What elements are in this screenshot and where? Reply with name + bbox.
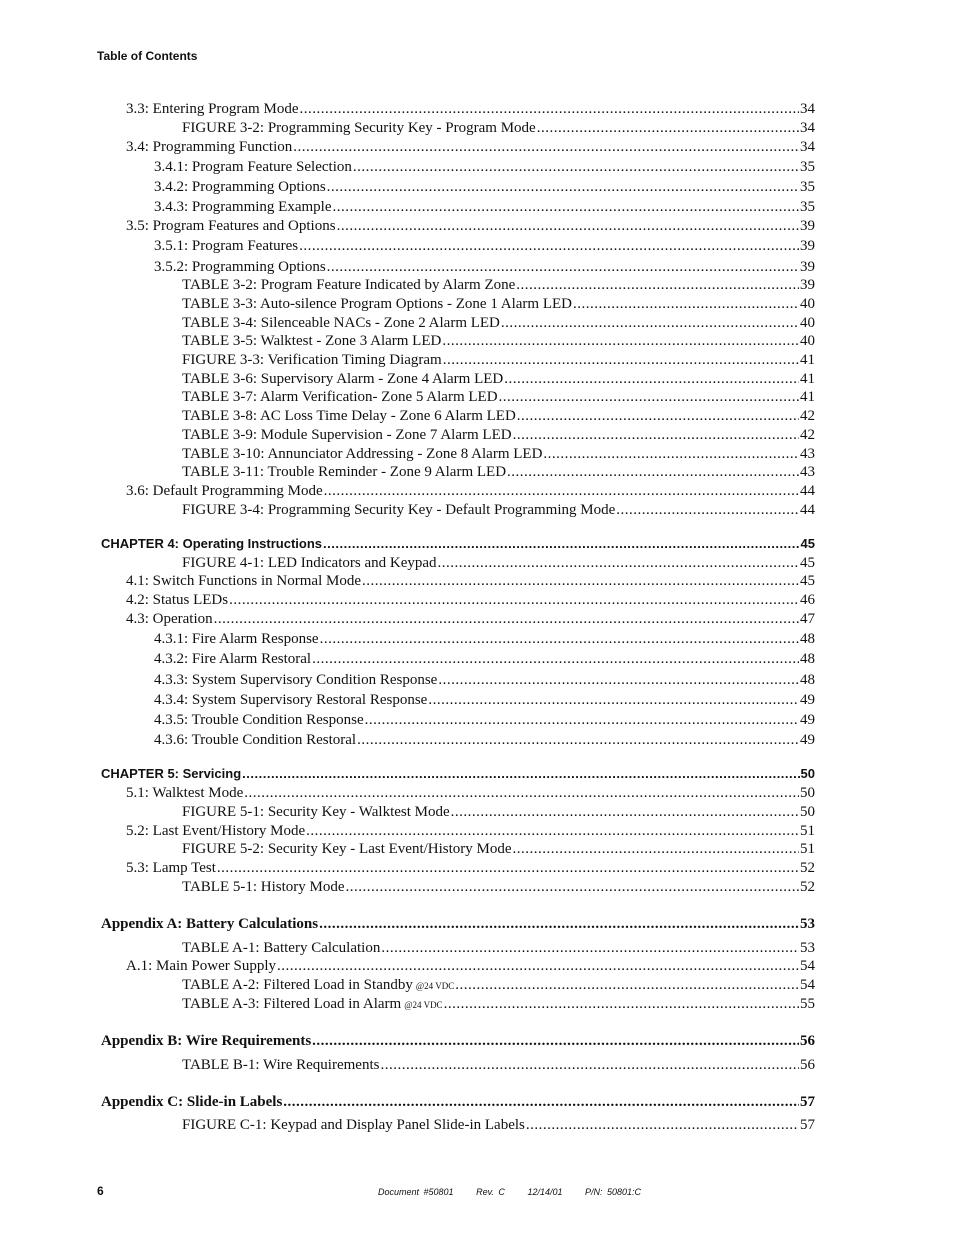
- footer-document-info: [378, 1187, 659, 1197]
- dot-leader: [357, 732, 799, 749]
- dot-leader: [327, 259, 799, 276]
- page-header-title: Table of Contents: [97, 49, 198, 63]
- toc-entry-page-number: 51: [800, 841, 815, 857]
- dot-leader: [323, 536, 800, 551]
- toc-entry[interactable]: [126, 592, 815, 609]
- toc-entry-page-number: 39: [800, 259, 815, 275]
- toc-entry-page-number: 46: [800, 592, 815, 608]
- dot-leader: [517, 408, 799, 425]
- toc-entry-page-number: 53: [800, 940, 815, 956]
- footer-page-number: 6: [97, 1184, 104, 1198]
- dot-leader: [507, 464, 799, 481]
- dot-leader: [526, 1117, 799, 1134]
- toc-entry[interactable]: [182, 1117, 815, 1134]
- toc-entry-page-number: 48: [800, 651, 815, 667]
- dot-leader: [327, 179, 799, 196]
- toc-entry-page-number: 52: [800, 879, 815, 895]
- toc-entry[interactable]: [101, 766, 815, 781]
- toc-entry-page-number: 54: [800, 958, 815, 974]
- toc-entry-page-number: 57: [800, 1117, 815, 1133]
- toc-entry-page-number: 35: [800, 179, 815, 195]
- dot-leader: [573, 296, 799, 313]
- toc-entry-title: TABLE A-3: Filtered Load in Alarm: [182, 996, 402, 1012]
- toc-entry-title: FIGURE C-1: Keypad and Display Panel Slide-in Labels: [182, 1117, 525, 1133]
- toc-entry-title: TABLE A-1: Battery Calculation: [182, 940, 381, 956]
- toc-entry-title: A.1: Main Power Supply: [126, 958, 276, 974]
- dot-leader: [455, 977, 799, 994]
- toc-entry[interactable]: [126, 483, 815, 500]
- dot-leader: [332, 199, 799, 216]
- toc-entry-page-number: 34: [800, 120, 815, 136]
- dot-leader: [516, 277, 799, 294]
- toc-entry-title: TABLE 3-5: Walktest - Zone 3 Alarm LED: [182, 333, 442, 349]
- toc-entry[interactable]: [101, 1033, 815, 1050]
- toc-entry[interactable]: [126, 958, 815, 975]
- toc-entry[interactable]: [182, 555, 815, 572]
- toc-entry[interactable]: [101, 916, 815, 933]
- dot-leader: [346, 879, 799, 896]
- dot-leader: [513, 427, 799, 444]
- toc-entry-title: Appendix B: Wire Requirements: [101, 1033, 312, 1049]
- toc-entry-title: FIGURE 4-1: LED Indicators and Keypad: [182, 555, 437, 571]
- footer-part-number: P/N: 50801:C: [585, 1187, 642, 1197]
- toc-entry[interactable]: [154, 672, 815, 689]
- toc-entry[interactable]: [182, 879, 815, 896]
- toc-entry[interactable]: [182, 427, 815, 444]
- toc-entry-title: 4.3.2: Fire Alarm Restoral: [154, 651, 312, 667]
- toc-entry-title: 4.3.4: System Supervisory Restoral Response: [154, 692, 428, 708]
- toc-entry-title: 3.6: Default Programming Mode: [126, 483, 323, 499]
- toc-entry-page-number: 40: [800, 296, 815, 312]
- toc-entry-page-number: 41: [800, 352, 815, 368]
- toc-entry-title: 4.3.3: System Supervisory Condition Response: [154, 672, 438, 688]
- dot-leader: [499, 389, 799, 406]
- dot-leader: [513, 841, 799, 858]
- toc-entry-page-number: 39: [800, 277, 815, 293]
- dot-leader: [543, 446, 799, 463]
- footer-revision: Rev. C: [476, 1187, 505, 1197]
- toc-entry-title: 4.3.5: Trouble Condition Response: [154, 712, 364, 728]
- toc-entry[interactable]: [182, 352, 815, 369]
- toc-entry-page-number: 50: [800, 785, 815, 801]
- toc-entry-title: 3.4.3: Programming Example: [154, 199, 332, 215]
- toc-entry-title: FIGURE 3-2: Programming Security Key - Program Mode: [182, 120, 536, 136]
- toc-entry-title: TABLE 3-4: Silenceable NACs - Zone 2 Alarm LED: [182, 315, 500, 331]
- toc-entry-page-number: 44: [800, 483, 815, 499]
- toc-entry-title: 4.1: Switch Functions in Normal Mode: [126, 573, 361, 589]
- dot-leader: [312, 1033, 799, 1050]
- toc-entry-title: TABLE B-1: Wire Requirements: [182, 1057, 380, 1073]
- toc-entry[interactable]: [154, 199, 815, 216]
- toc-entry-page-number: 49: [800, 712, 815, 728]
- toc-entry[interactable]: [101, 536, 815, 551]
- dot-leader: [293, 139, 799, 156]
- dot-leader: [306, 823, 799, 840]
- toc-entry[interactable]: [182, 996, 815, 1013]
- toc-entry[interactable]: [154, 179, 815, 196]
- toc-entry-title: 4.3.1: Fire Alarm Response: [154, 631, 319, 647]
- toc-entry[interactable]: [101, 1094, 815, 1111]
- dot-leader: [381, 940, 799, 957]
- toc-entry[interactable]: [182, 333, 815, 350]
- toc-entry-title: CHAPTER 4: Operating Instructions: [101, 536, 323, 551]
- toc-entry[interactable]: [126, 139, 815, 156]
- toc-entry-title: 3.3: Entering Program Mode: [126, 101, 299, 117]
- toc-entry-title: CHAPTER 5: Servicing: [101, 766, 242, 781]
- toc-entry-title: TABLE A-2: Filtered Load in Standby: [182, 977, 413, 993]
- toc-entry-page-number: 39: [800, 238, 815, 254]
- toc-entry-page-number: 41: [800, 371, 815, 387]
- toc-entry[interactable]: [182, 296, 815, 313]
- toc-entry-title: 5.1: Walktest Mode: [126, 785, 244, 801]
- toc-entry-title: 4.3.6: Trouble Condition Restoral: [154, 732, 357, 748]
- toc-entry-page-number: 35: [800, 199, 815, 215]
- toc-entry-page-number: 53: [800, 916, 815, 932]
- toc-entry-title: Appendix C: Slide-in Labels: [101, 1094, 283, 1110]
- toc-entry-title: 4.3: Operation: [126, 611, 213, 627]
- dot-leader: [444, 996, 799, 1013]
- toc-entry-page-number: 44: [800, 502, 815, 518]
- footer-document-number: Document #50801: [378, 1187, 454, 1197]
- toc-entry[interactable]: [154, 259, 815, 276]
- toc-entry[interactable]: [182, 446, 815, 463]
- dot-leader: [365, 712, 799, 729]
- toc-entry-title: FIGURE 5-1: Security Key - Walktest Mode: [182, 804, 450, 820]
- toc-entry-page-number: 48: [800, 631, 815, 647]
- toc-entry[interactable]: [182, 464, 815, 481]
- toc-entry[interactable]: [154, 692, 815, 709]
- toc-entry[interactable]: [154, 159, 815, 176]
- toc-entry[interactable]: [182, 502, 815, 519]
- toc-entry-page-number: 55: [800, 996, 815, 1012]
- toc-entry-title: TABLE 3-6: Supervisory Alarm - Zone 4 Alarm LED: [182, 371, 504, 387]
- toc-entry-title: TABLE 3-10: Annunciator Addressing - Zone 8 Alarm LED: [182, 446, 543, 462]
- toc-entry-page-number: 42: [800, 427, 815, 443]
- toc-entry-page-number: 57: [800, 1094, 815, 1110]
- toc-entry-title: 3.4.1: Program Feature Selection: [154, 159, 352, 175]
- toc-entry[interactable]: [154, 732, 815, 749]
- dot-leader: [299, 238, 799, 255]
- toc-entry[interactable]: [154, 238, 815, 255]
- toc-entry[interactable]: [126, 860, 815, 877]
- toc-entry-title: 5.2: Last Event/History Mode: [126, 823, 306, 839]
- toc-entry[interactable]: [182, 277, 815, 294]
- dot-leader: [501, 315, 799, 332]
- dot-leader: [616, 502, 799, 519]
- toc-entry-page-number: 54: [800, 977, 815, 993]
- toc-entry[interactable]: [154, 712, 815, 729]
- toc-entry-title: 3.5: Program Features and Options: [126, 218, 336, 234]
- toc-entry-title: Appendix A: Battery Calculations: [101, 916, 319, 932]
- toc-entry-page-number: 34: [800, 139, 815, 155]
- toc-entry-page-number: 45: [800, 536, 815, 551]
- toc-entry[interactable]: [182, 408, 815, 425]
- toc-entry[interactable]: [126, 101, 815, 118]
- dot-leader: [277, 958, 799, 975]
- toc-entry[interactable]: [126, 611, 815, 628]
- toc-entry-title: 3.4.2: Programming Options: [154, 179, 326, 195]
- dot-leader: [337, 218, 799, 235]
- toc-entry-page-number: 51: [800, 823, 815, 839]
- dot-leader: [244, 785, 799, 802]
- toc-entry[interactable]: [182, 841, 815, 858]
- toc-entry[interactable]: [126, 785, 815, 802]
- dot-leader: [217, 860, 799, 877]
- toc-entry-page-number: 34: [800, 101, 815, 117]
- toc-entry-page-number: 40: [800, 315, 815, 331]
- dot-leader: [380, 1057, 799, 1074]
- toc-entry-title: 5.3: Lamp Test: [126, 860, 216, 876]
- dot-leader: [443, 352, 799, 369]
- dot-leader: [312, 651, 799, 668]
- toc-entry-page-number: 50: [800, 804, 815, 820]
- dot-leader: [324, 483, 799, 500]
- toc-entry-page-number: 39: [800, 218, 815, 234]
- toc-entry[interactable]: [182, 120, 815, 137]
- toc-entry-page-number: 56: [800, 1033, 815, 1049]
- toc-entry-title: TABLE 3-7: Alarm Verification- Zone 5 Alarm LED: [182, 389, 498, 405]
- dot-leader: [353, 159, 799, 176]
- toc-entry-title: 3.4: Programming Function: [126, 139, 293, 155]
- toc-entry[interactable]: [182, 371, 815, 388]
- toc-entry-page-number: 43: [800, 446, 815, 462]
- toc-entry[interactable]: [182, 940, 815, 957]
- toc-entry-page-number: 48: [800, 672, 815, 688]
- toc-entry-page-number: 45: [800, 573, 815, 589]
- toc-entry-page-number: 50: [800, 766, 815, 781]
- toc-entry-title: TABLE 5-1: History Mode: [182, 879, 345, 895]
- dot-leader: [299, 101, 799, 118]
- toc-entry-title: 4.2: Status LEDs: [126, 592, 229, 608]
- toc-entry-title: 3.5.1: Program Features: [154, 238, 299, 254]
- toc-entry-page-number: 45: [800, 555, 815, 571]
- dot-leader: [229, 592, 799, 609]
- dot-leader: [451, 804, 799, 821]
- dot-leader: [442, 333, 799, 350]
- dot-leader: [537, 120, 799, 137]
- toc-entry[interactable]: [154, 631, 815, 648]
- dot-leader: [320, 631, 799, 648]
- toc-entry[interactable]: [182, 389, 815, 406]
- toc-entry-title: FIGURE 3-3: Verification Timing Diagram: [182, 352, 442, 368]
- toc-entry-title: TABLE 3-2: Program Feature Indicated by Alarm Zone: [182, 277, 516, 293]
- dot-leader: [504, 371, 799, 388]
- toc-entry[interactable]: [126, 218, 815, 235]
- dot-leader: [319, 916, 799, 933]
- toc-entry[interactable]: [182, 804, 815, 821]
- dot-leader: [362, 573, 799, 590]
- dot-leader: [438, 672, 799, 689]
- toc-entry-page-number: 35: [800, 159, 815, 175]
- toc-entry-page-number: 42: [800, 408, 815, 424]
- toc-entry-title: TABLE 3-3: Auto-silence Program Options - Zone 1 Alarm LED: [182, 296, 572, 312]
- dot-leader: [242, 766, 799, 781]
- toc-entry-title: FIGURE 3-4: Programming Security Key - Default Programming Mode: [182, 502, 616, 518]
- toc-entry-superscript: @24 VDC: [415, 981, 455, 991]
- toc-entry[interactable]: [126, 823, 815, 840]
- toc-entry[interactable]: [182, 315, 815, 332]
- toc-entry-page-number: 49: [800, 732, 815, 748]
- toc-entry-page-number: 56: [800, 1057, 815, 1073]
- toc-entry[interactable]: [182, 1057, 815, 1074]
- toc-entry-title: TABLE 3-8: AC Loss Time Delay - Zone 6 Alarm LED: [182, 408, 516, 424]
- dot-leader: [283, 1094, 799, 1111]
- toc-entry-page-number: 49: [800, 692, 815, 708]
- toc-entry[interactable]: [182, 977, 815, 994]
- toc-entry-page-number: 40: [800, 333, 815, 349]
- toc-entry-superscript: @24 VDC: [404, 1000, 443, 1010]
- toc-entry-page-number: 43: [800, 464, 815, 480]
- dot-leader: [428, 692, 799, 709]
- dot-leader: [214, 611, 799, 628]
- dot-leader: [438, 555, 799, 572]
- toc-entry-page-number: 41: [800, 389, 815, 405]
- toc-entry-title: TABLE 3-9: Module Supervision - Zone 7 Alarm LED: [182, 427, 512, 443]
- toc-entry-page-number: 47: [800, 611, 815, 627]
- toc-entry[interactable]: [126, 573, 815, 590]
- toc-entry-title: TABLE 3-11: Trouble Reminder - Zone 9 Alarm LED: [182, 464, 507, 480]
- toc-entry-title: 3.5.2: Programming Options: [154, 259, 326, 275]
- toc-entry-page-number: 52: [800, 860, 815, 876]
- toc-entry[interactable]: [154, 651, 815, 668]
- footer-date: 12/14/01: [527, 1187, 563, 1197]
- toc-entry-title: FIGURE 5-2: Security Key - Last Event/History Mode: [182, 841, 512, 857]
